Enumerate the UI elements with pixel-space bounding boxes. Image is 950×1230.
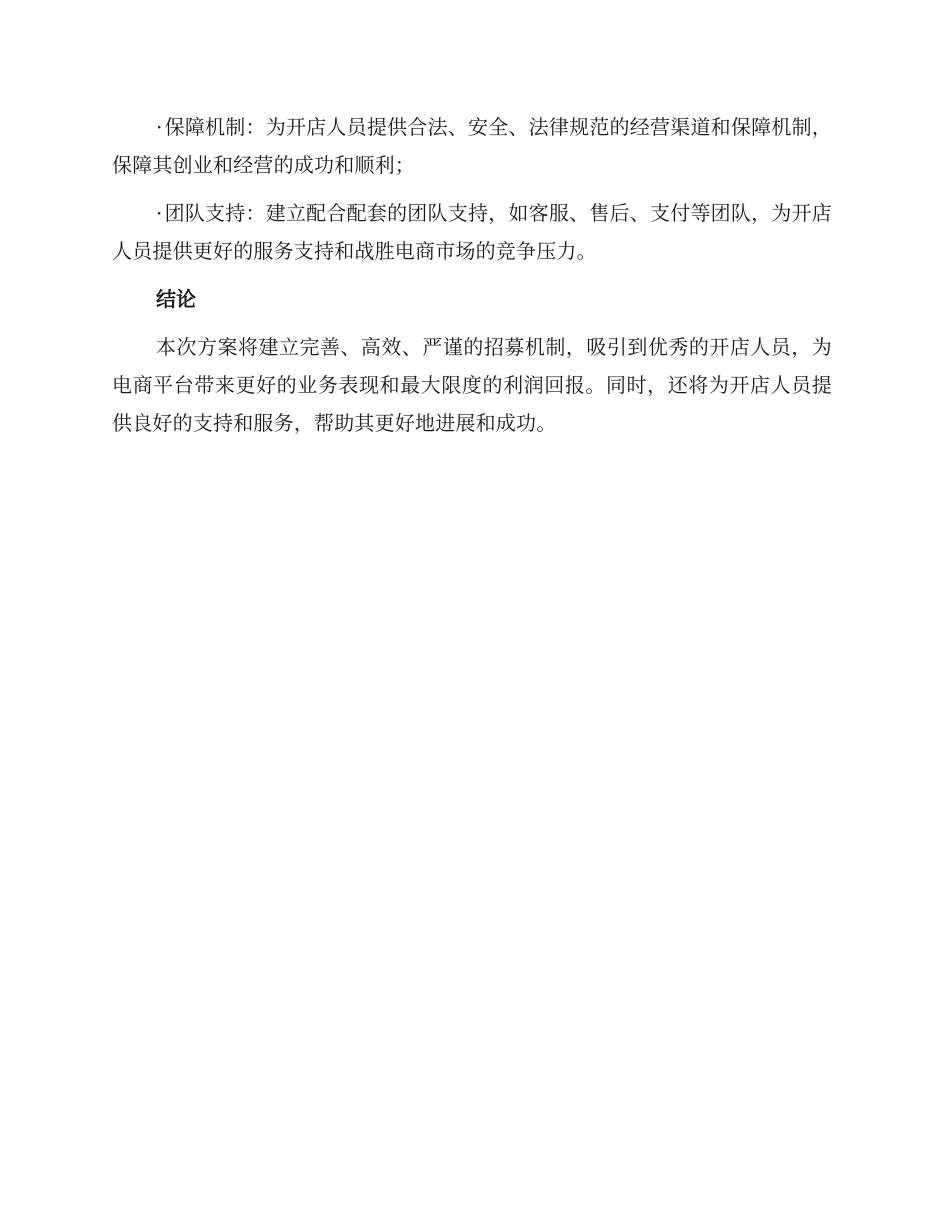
conclusion-heading: 结论 [156,287,196,311]
document-page [112,108,832,452]
bullet-marker: · [156,201,163,225]
bullet-item-team-support [112,194,832,270]
bullet-marker: · [156,115,163,139]
conclusion-paragraph: 本次方案将建立完善、高效、严谨的招募机制，吸引到优秀的开店人员，为电商平台带来更好的业务表现和最大限度的利润回报。同时，还将为开店人员提供良好的支持和服务，帮助其更好地进展和成功。 [112,335,832,435]
bullet-text: 团队支持：建立配合配套的团队支持，如客服、售后、支付等团队，为开店人员提供更好的服务支持和战胜电商市场的竞争压力。 [112,201,832,263]
bullet-item-guarantee [112,108,832,184]
bullet-text: 保障机制：为开店人员提供合法、安全、法律规范的经营渠道和保障机制，保障其创业和经营的成功和顺利； [112,115,832,177]
